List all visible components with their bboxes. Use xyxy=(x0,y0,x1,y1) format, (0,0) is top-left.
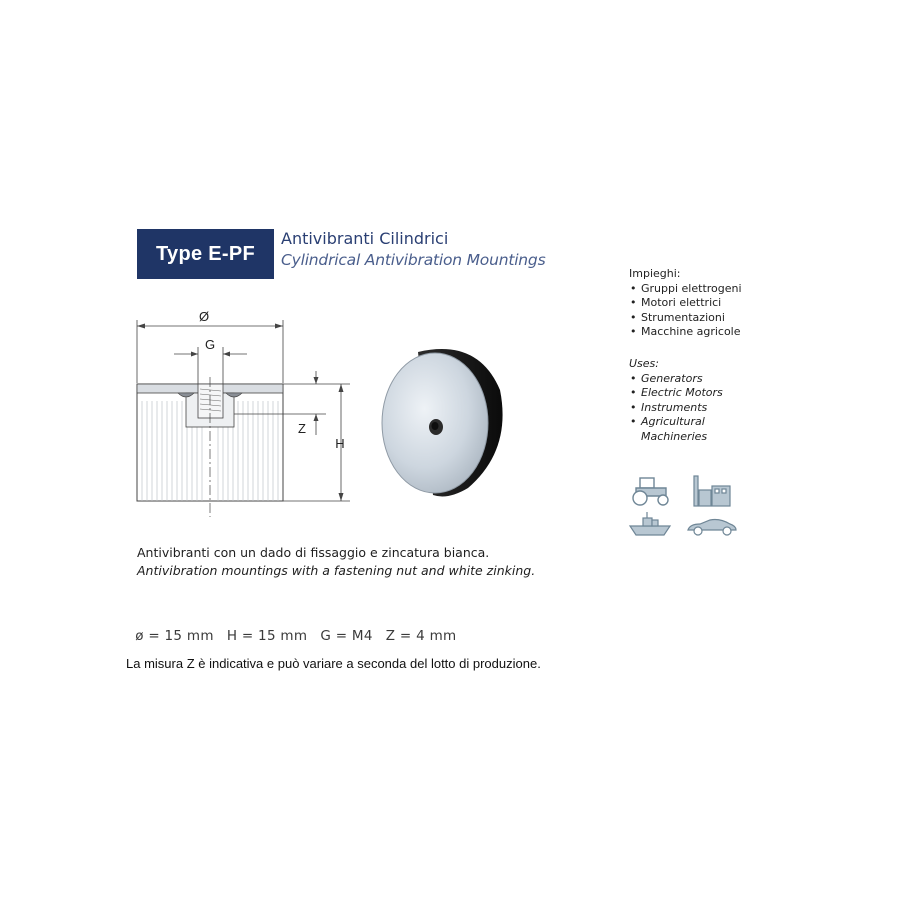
uses-english-list xyxy=(629,372,749,445)
spec-z: Z = 4 mm xyxy=(385,628,457,644)
uses-italian-list xyxy=(629,282,742,340)
diameter-arrow-left xyxy=(137,324,145,329)
product-photo xyxy=(378,340,513,500)
list-item: • Gruppi elettrogeni xyxy=(629,282,742,297)
g-arrow-right xyxy=(223,352,230,357)
car-icon xyxy=(688,520,736,536)
description-english: Antivibration mountings with a fastening nut and white zinking. xyxy=(137,563,536,578)
application-icons xyxy=(626,472,741,542)
h-label: H xyxy=(335,436,345,451)
spec-height: H = 15 mm xyxy=(226,628,308,644)
uses-english xyxy=(629,357,749,445)
description-italian: Antivibranti con un dado di fissaggio e zincatura bianca. xyxy=(137,545,490,560)
diameter-label: Ø xyxy=(198,309,210,324)
title-english: Cylindrical Antivibration Mountings xyxy=(281,251,546,269)
z-label: Z xyxy=(298,421,306,436)
uses-italian xyxy=(629,267,742,340)
factory-icon xyxy=(694,476,730,506)
g-arrow-left xyxy=(191,352,198,357)
list-item: • Strumentazioni xyxy=(629,311,742,326)
production-note: La misura Z è indicativa e può variare a seconda del lotto di produzione. xyxy=(126,656,541,671)
spec-diameter: ø = 15 mm xyxy=(135,628,214,644)
list-item: • Generators xyxy=(629,372,749,387)
g-label: G xyxy=(204,337,216,352)
list-item: • Macchine agricole xyxy=(629,325,742,340)
title-italian: Antivibranti Cilindrici xyxy=(281,229,449,248)
tractor-icon xyxy=(633,478,668,505)
uses-italian-heading: Impieghi: xyxy=(629,267,681,280)
diameter-arrow-right xyxy=(275,324,283,329)
list-item: • Motori elettrici xyxy=(629,296,742,311)
z-arrow-bottom xyxy=(314,414,319,421)
technical-drawing xyxy=(128,305,360,520)
uses-english-heading: Uses: xyxy=(629,357,659,370)
center-hole-inner xyxy=(432,422,439,430)
list-item: • Instruments xyxy=(629,401,749,416)
ship-icon xyxy=(630,512,670,535)
h-arrow-top xyxy=(339,384,344,392)
spec-thread: G = M4 xyxy=(320,628,373,644)
specifications xyxy=(126,612,469,644)
z-arrow-top xyxy=(314,377,319,384)
list-item: • Agricultural Machineries xyxy=(629,415,749,444)
type-badge: Type E-PF xyxy=(137,229,274,279)
h-arrow-bottom xyxy=(339,493,344,501)
list-item: • Electric Motors xyxy=(629,386,749,401)
